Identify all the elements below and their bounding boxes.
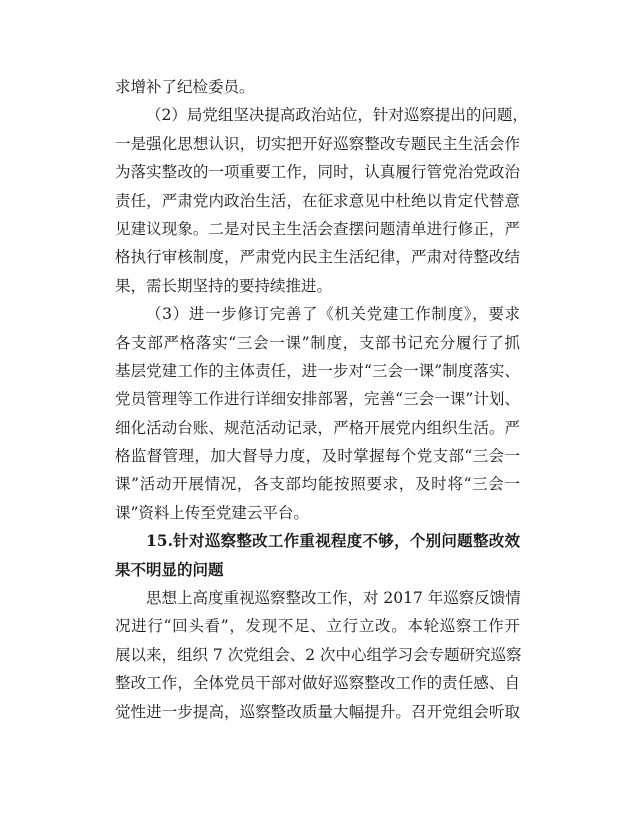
body-text-line: 格执行审核制度，严肃党内民主生活纪律，严肃对待整改结 [115,248,520,267]
body-text-line: 觉性进一步提高，巡察整改质量大幅提升。召开党组会听取 [115,702,520,721]
body-text-line: 课”资料上传至党建云平台。 [115,503,309,522]
body-text-line: 责任，严肃党内政治生活，在征求意见中杜绝以肯定代替意 [115,191,520,210]
body-text-line: 果，需长期坚持的要持续推进。 [115,276,333,295]
body-text-line: 为落实整改的一项重要工作，同时，认真履行管党治党政治 [115,163,520,182]
body-text-line: 课”活动开展情况，各支部均能按照要求，及时将“三会一 [115,475,520,494]
section-heading-line: 果不明显的问题 [115,559,224,579]
body-text-line: 基层党建工作的主体责任，进一步对“三会一课”制度落实、 [115,361,520,380]
document-page [115,73,528,726]
body-text-line: 求增补了纪检委员。 [115,78,255,96]
section-heading-line: 15.针对巡察整改工作重视程度不够，个别问题整改效 [146,531,520,551]
body-text-line: 各支部严格落实“三会一课”制度，支部书记充分履行了抓 [115,333,520,352]
body-text-line: 展以来，组织 7 次党组会、2 次中心组学习会专题研究巡察 [115,645,522,664]
body-text-line: （3）进一步修订完善了《机关党建工作制度》，要求 [146,305,520,324]
body-text-line: （2）局党组坚决提高政治站位，针对巡察提出的问题， [146,106,528,125]
body-text-line: 况进行“回头看”，发现不足、立行立改。本轮巡察工作开 [115,617,520,636]
body-text-line: 细化活动台账、规范活动记录，严格开展党内组织生活。严 [115,418,520,437]
body-text-line: 格监督管理，加大督导力度，及时掌握每个党支部“三会一 [115,447,520,466]
body-text-line: 党员管理等工作进行详细安排部署，完善“三会一课”计划、 [115,390,520,409]
body-text-line: 一是强化思想认识，切实把开好巡察整改专题民主生活会作 [115,134,520,153]
body-text-line: 整改工作，全体党员干部对做好巡察整改工作的责任感、自 [115,674,520,693]
body-text-line: 见建议现象。二是对民主生活会查摆问题清单进行修正，严 [115,219,520,238]
body-text-line: 思想上高度重视巡察整改工作，对 2017 年巡察反馈情 [146,589,521,608]
